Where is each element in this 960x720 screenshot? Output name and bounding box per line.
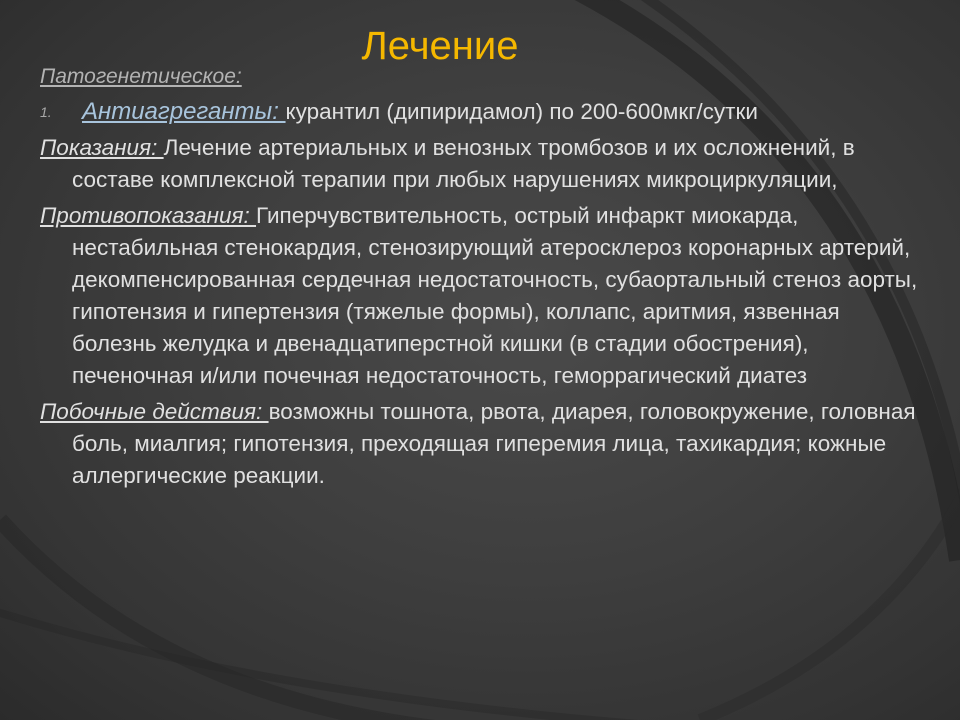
side-effects-label: Побочные действия: (40, 399, 269, 424)
contraindications-label: Противопоказания: (40, 203, 257, 228)
contraindications-text: Гиперчувствительность, острый инфаркт миокарда, нестабильная стенокардия, стенозирующий атеросклероз коронарных артерий, декомпенсированная сердечная недостаточность, субаортальный стеноз аорты, гипотензия и гипертензия (тяжелые формы), коллапс, аритмия, язвенная болезнь желудка и двенадцатиперстной кишки (в стадии обострения), печеночная и/или почечная недостаточность, геморрагический диатез (72, 203, 918, 388)
list-number: 1. (40, 104, 52, 120)
side-effects-paragraph (40, 396, 928, 492)
contraindications-paragraph (40, 200, 928, 392)
indications-text: Лечение артериальных и венозных тромбозов и их осложнений, в составе комплексной терапии при любых нарушениях микроциркуляции, (72, 135, 855, 192)
list-item (40, 96, 928, 128)
drug-description: курантил (дипиридамол) по 200-600мкг/сутки (285, 99, 758, 124)
drug-class-label: Антиагреганты: (82, 98, 286, 125)
slide-title: Лечение (361, 24, 519, 68)
slide-content (40, 60, 928, 496)
subtitle: Патогенетическое: (40, 65, 242, 88)
side-effects-text: возможны тошнота, рвота, диарея, головокружение, головная боль, миалгия; гипотензия, преходящая гиперемия лица, тахикардия; кожные аллергические реакции. (72, 399, 916, 488)
indications-paragraph (40, 132, 928, 196)
indications-label: Показания: (40, 135, 164, 160)
